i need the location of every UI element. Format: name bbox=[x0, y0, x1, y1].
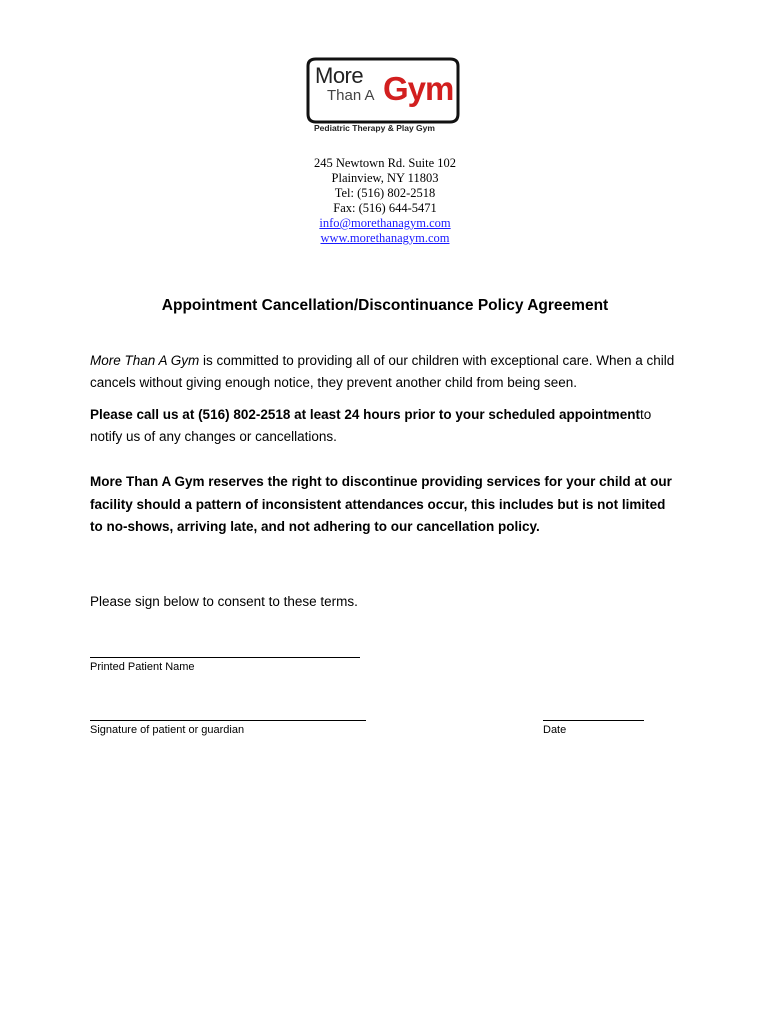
address-street: 245 Newtown Rd. Suite 102 bbox=[313, 156, 456, 170]
document-title: Appointment Cancellation/Discontinuance Policy Agreement bbox=[161, 297, 609, 314]
paragraph-call-notice bbox=[90, 404, 680, 448]
email-link[interactable]: info@morethanagym.com bbox=[319, 216, 451, 230]
address-tel: Tel: (516) 802-2518 bbox=[334, 186, 436, 200]
paragraph-consent: Please sign below to consent to these terms. bbox=[90, 594, 358, 609]
brand-name: More Than A Gym bbox=[90, 353, 200, 368]
signature-label: Signature of patient or guardian bbox=[90, 724, 245, 736]
call-notice-bold: Please call us at (516) 802-2518 at least 24 hours prior to your scheduled appointment bbox=[90, 407, 640, 422]
call-notice-text: to notify us of any changes or cancellations. bbox=[90, 407, 652, 444]
signature-line[interactable] bbox=[90, 720, 366, 721]
company-logo bbox=[304, 56, 462, 136]
address-block bbox=[0, 156, 770, 246]
paragraph-discontinue: More Than A Gym reserves the right to discontinue providing services for your child at our facility should a pattern of inconsistent attendances occur, this includes but is not limited to no-shows, arriving late, and not adhering to our cancellation policy. bbox=[90, 474, 672, 534]
paragraph-commitment-text: is committed to providing all of our children with exceptional care. When a child cancels without giving enough notice, they prevent another child from being seen. bbox=[90, 353, 675, 390]
logo-word-more: More bbox=[315, 63, 364, 88]
logo-word-gym: Gym bbox=[383, 70, 454, 107]
website-link[interactable]: www.morethanagym.com bbox=[320, 231, 450, 245]
paragraph-commitment bbox=[90, 350, 680, 394]
date-label: Date bbox=[543, 724, 567, 736]
address-city: Plainview, NY 11803 bbox=[331, 171, 439, 185]
printed-name-label: Printed Patient Name bbox=[90, 661, 195, 673]
logo-tagline: Pediatric Therapy & Play Gym bbox=[314, 123, 435, 133]
address-fax: Fax: (516) 644-5471 bbox=[333, 201, 437, 215]
logo-word-than: Than A bbox=[327, 87, 375, 104]
printed-name-line[interactable] bbox=[90, 657, 360, 658]
date-line[interactable] bbox=[543, 720, 644, 721]
